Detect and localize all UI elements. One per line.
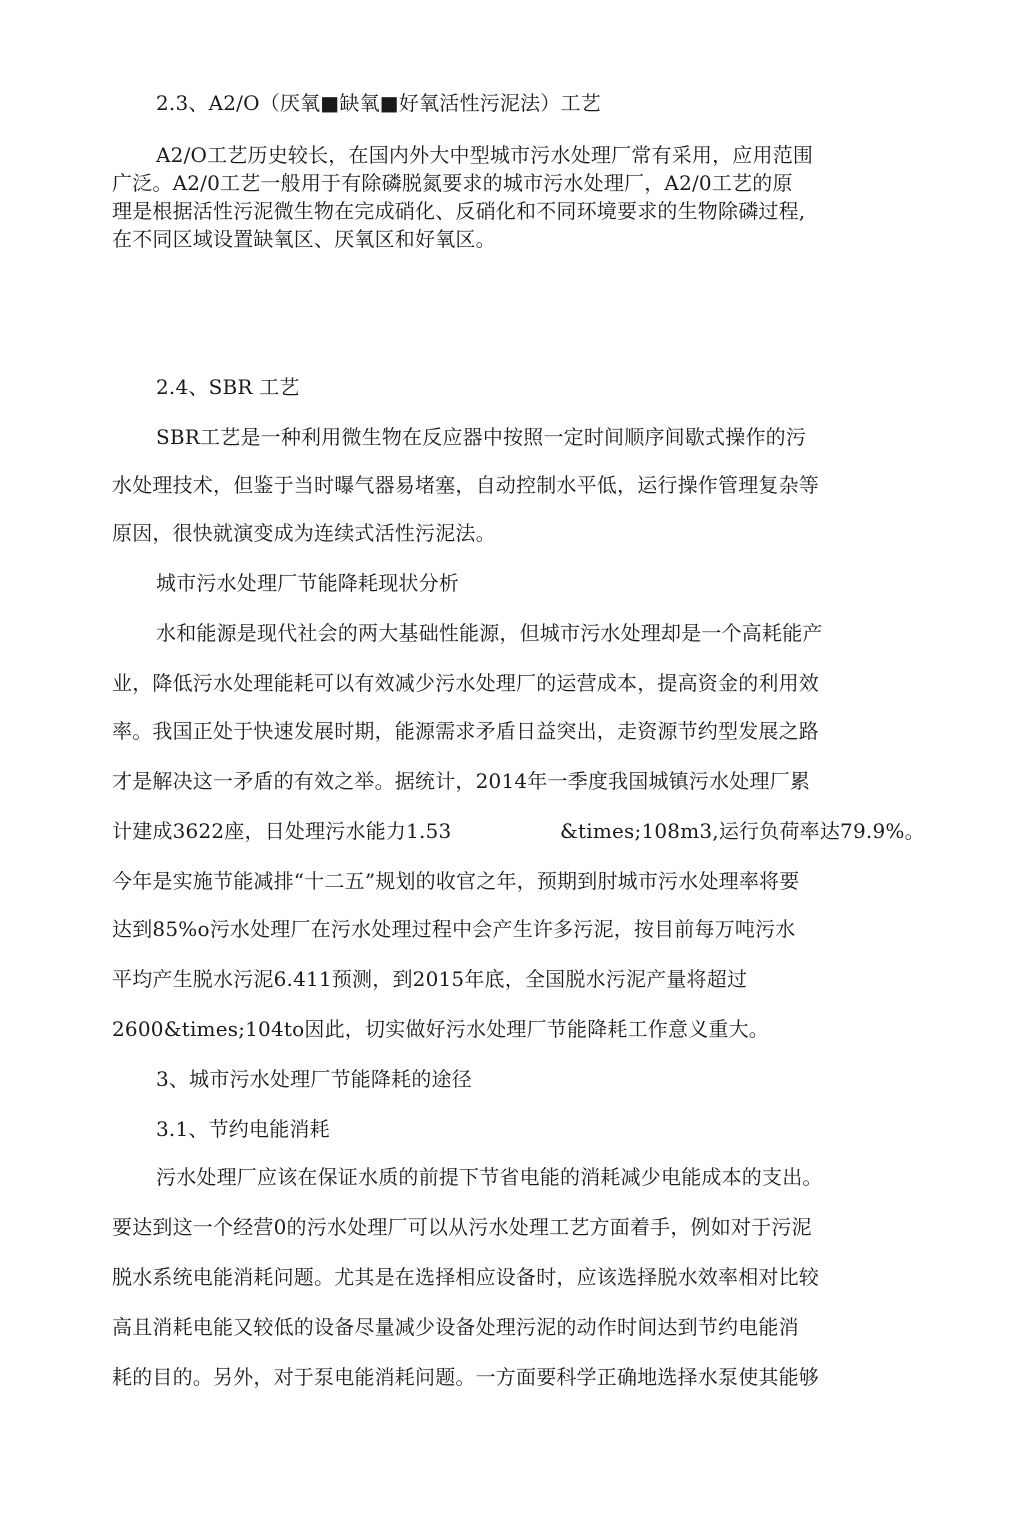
- section-heading-2-3: 2.3、A2/O（厌氧■缺氧■好氧活性污泥法）工艺: [156, 91, 601, 115]
- paragraph-line: 原因，很快就演变成为连续式活性污泥法。: [112, 521, 496, 545]
- paragraph-line: A2/O工艺历史较长，在国内外大中型城市污水处理厂常有采用，应用范围: [156, 143, 814, 167]
- paragraph-line: SBR工艺是一种利用微生物在反应器中按照一定时间顺序间歇式操作的污: [156, 425, 807, 449]
- subsection-heading: 城市污水处理厂节能降耗现状分析: [156, 571, 459, 595]
- paragraph-line: 水处理技术，但鉴于当时曝气器易堵塞，自动控制水平低，运行操作管理复杂等: [112, 473, 819, 497]
- paragraph-line: 脱水系统电能消耗问题。尤其是在选择相应设备时，应该选择脱水效率相对比较: [112, 1265, 819, 1289]
- paragraph-line-part: 计建成3622座，日处理污水能力1.53: [112, 819, 452, 843]
- paragraph-line: 平均产生脱水污泥6.411预测，到2015年底，全国脱水污泥产量将超过: [112, 967, 748, 991]
- paragraph-line: 今年是实施节能减排“十二五”规划的收官之年，预期到肘城市污水处理率将要: [112, 869, 800, 893]
- paragraph-line: 2600&times;104to因此，切实做好污水处理厂节能降耗工作意义重大。: [112, 1017, 769, 1041]
- paragraph-line: 理是根据活性污泥微生物在完成硝化、反硝化和不同环境要求的生物除磷过程,: [112, 199, 806, 223]
- paragraph-line: 要达到这一个经营0的污水处理厂可以从污水处理工艺方面着手，例如对于污泥: [112, 1215, 812, 1239]
- paragraph-line: 达到85%o污水处理厂在污水处理过程中会产生许多污泥，按目前每万吨污水: [112, 917, 796, 941]
- paragraph-line: 广泛。A2/0工艺一般用于有除磷脱氮要求的城市污水处理厂，A2/0工艺的原: [112, 171, 793, 195]
- paragraph-line: 在不同区域设置缺氧区、厌氧区和好氧区。: [112, 227, 496, 251]
- section-heading-2-4: 2.4、SBR 工艺: [156, 375, 300, 399]
- paragraph-line: 业，降低污水处理能耗可以有效减少污水处理厂的运营成本，提高资金的利用效: [112, 671, 819, 695]
- section-heading-3: 3、城市污水处理厂节能降耗的途径: [156, 1067, 472, 1091]
- paragraph-line-part: &times;108m3,运行负荷率达79.9%。: [560, 819, 925, 843]
- section-heading-3-1: 3.1、节约电能消耗: [156, 1117, 330, 1141]
- paragraph-line: 污水处理厂应该在保证水质的前提下节省电能的消耗减少电能成本的支出。: [156, 1165, 823, 1189]
- paragraph-line: 耗的目的。另外，对于泵电能消耗问题。一方面要科学正确地选择水泵使其能够: [112, 1365, 819, 1389]
- paragraph-line: 高且消耗电能又较低的设备尽量减少设备处理污泥的动作时间达到节约电能消: [112, 1315, 799, 1339]
- paragraph-line: 率。我国正处于快速发展时期，能源需求矛盾日益突出，走资源节约型发展之路: [112, 719, 819, 743]
- paragraph-line: 才是解决这一矛盾的有效之举。据统计，2014年一季度我国城镇污水处理厂累: [112, 769, 811, 793]
- paragraph-line: 水和能源是现代社会的两大基础性能源，但城市污水处理却是一个高耗能产: [156, 621, 823, 645]
